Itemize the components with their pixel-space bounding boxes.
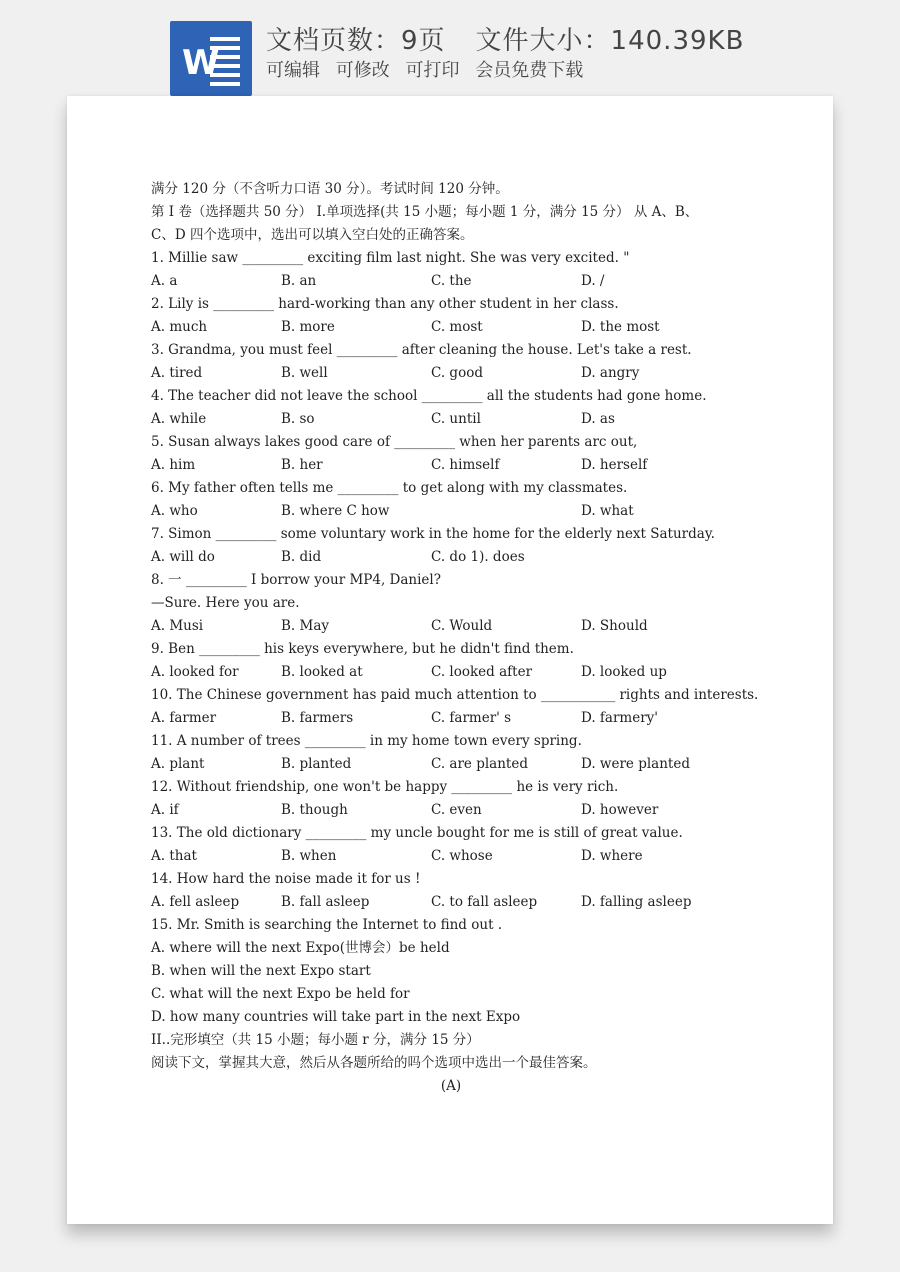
header-banner: [0, 0, 900, 100]
question-15: 15. Mr. Smith is searching the Internet to find out .: [151, 917, 503, 933]
document-page: [67, 96, 833, 1224]
instructions-line: 第 I 卷（选择题共 50 分） I.单项选择(共 15 小题；每小题 1 分，满分 15 分） 从 A、B、: [151, 204, 699, 220]
answer-option: D. Should: [581, 618, 648, 634]
answer-option: B. her: [281, 457, 323, 473]
answer-option: D. were planted: [581, 756, 690, 772]
answer-option: A. Musi: [151, 618, 204, 634]
answer-option: B. planted: [281, 756, 352, 772]
question-line: 11. A number of trees _________ in my home town every spring.: [151, 733, 582, 749]
question-line: 14. How hard the noise made it for us !: [151, 871, 421, 887]
answer-option: C. himself: [431, 457, 500, 473]
document-content: [151, 178, 759, 1098]
question-line: —Sure. Here you are.: [151, 595, 300, 611]
options-row: [151, 270, 751, 293]
option-line: D. how many countries will take part in the next Expo: [151, 1009, 521, 1025]
options-row: [151, 845, 751, 868]
question-line: 7. Simon _________ some voluntary work in the home for the elderly next Saturday.: [151, 526, 715, 542]
answer-option: C. are planted: [431, 756, 528, 772]
answer-option: A. much: [151, 319, 208, 335]
feature-list: [266, 56, 583, 82]
question-line: 5. Susan always lakes good care of _________ when her parents arc out,: [151, 434, 638, 450]
question-line: 10. The Chinese government has paid much attention to ___________ rights and interests.: [151, 687, 759, 703]
answer-option: C. Would: [431, 618, 493, 634]
answer-option: D. what: [581, 503, 634, 519]
answer-option: A. farmer: [151, 710, 217, 726]
answer-option: B. though: [281, 802, 348, 818]
answer-option: D. farmery': [581, 710, 659, 726]
answer-option: B. an: [281, 273, 317, 289]
options-row: [151, 799, 751, 822]
answer-option: C. farmer' s: [431, 710, 512, 726]
answer-option: D. the most: [581, 319, 660, 335]
option-line: B. when will the next Expo start: [151, 963, 371, 979]
answer-option: B. more: [281, 319, 335, 335]
options-row: [151, 615, 751, 638]
answer-option: C. most: [431, 319, 483, 335]
passage-label: (A): [440, 1078, 462, 1094]
answer-option: A. him: [151, 457, 196, 473]
answer-option: C. the: [431, 273, 472, 289]
option-line: C. what will the next Expo be held for: [151, 986, 410, 1002]
answer-option: C. whose: [431, 848, 493, 864]
answer-option: B. farmers: [281, 710, 354, 726]
question-line: 13. The old dictionary _________ my uncle bought for me is still of great value.: [151, 825, 683, 841]
answer-option: B. where C how: [281, 503, 390, 519]
options-row: [151, 546, 751, 569]
answer-option: B. did: [281, 549, 322, 565]
question-line: 4. The teacher did not leave the school _________ all the students had gone home.: [151, 388, 707, 404]
answer-option: A. a: [151, 273, 178, 289]
options-row: [151, 753, 751, 776]
answer-option: A. who: [151, 503, 198, 519]
question-line: 2. Lily is _________ hard-working than any other student in her class.: [151, 296, 619, 312]
answer-option: A. if: [151, 802, 179, 818]
options-row: [151, 661, 751, 684]
question-line: 1. Millie saw _________ exciting film last night. She was very excited. ": [151, 250, 630, 266]
answer-option: B. fall asleep: [281, 894, 370, 910]
question-line: 9. Ben _________ his keys everywhere, but he didn't find them.: [151, 641, 574, 657]
feature-printable: 可打印: [405, 60, 460, 81]
answer-option: C. do 1). does: [431, 549, 525, 565]
question-line: 3. Grandma, you must feel _________ after cleaning the house. Let's take a rest.: [151, 342, 692, 358]
answer-option: A. tired: [151, 365, 203, 381]
answer-option: C. good: [431, 365, 483, 381]
answer-option: D. where: [581, 848, 643, 864]
question-line: 8. 一 _________ I borrow your MP4, Daniel?: [151, 572, 441, 588]
answer-option: C. even: [431, 802, 482, 818]
answer-option: B. when: [281, 848, 337, 864]
feature-free-download: 会员免费下载: [475, 60, 584, 81]
answer-option: D. however: [581, 802, 659, 818]
section-instructions: 阅读下文，掌握其大意，然后从各题所给的吗个选项中选出一个最佳答案。: [151, 1055, 597, 1071]
page-count: 文档页数：9页: [266, 26, 446, 56]
answer-option: A. looked for: [151, 664, 239, 680]
options-row: [151, 891, 751, 914]
answer-option: A. fell asleep: [151, 894, 240, 910]
answer-option: C. to fall asleep: [431, 894, 538, 910]
file-info-title: [266, 20, 744, 57]
answer-option: A. while: [151, 411, 207, 427]
options-row: [151, 454, 751, 477]
answer-option: C. until: [431, 411, 481, 427]
file-size: 文件大小：140.39KB: [475, 26, 745, 56]
answer-option: D. angry: [581, 365, 640, 381]
answer-option: D. falling asleep: [581, 894, 692, 910]
answer-option: B. well: [281, 365, 328, 381]
feature-editable: 可编辑: [266, 60, 320, 81]
answer-option: C. looked after: [431, 664, 533, 680]
intro-line: 满分 120 分（不含听力口语 30 分）。考试时间 120 分钟。: [151, 181, 509, 197]
answer-option: B. so: [281, 411, 315, 427]
options-row: [151, 707, 751, 730]
option-line: A. where will the next Expo(世博会）be held: [151, 940, 450, 956]
question-line: 12. Without friendship, one won't be happy _________ he is very rich.: [151, 779, 619, 795]
answer-option: A. will do: [151, 549, 215, 565]
options-row: [151, 362, 751, 385]
answer-option: B. looked at: [281, 664, 363, 680]
answer-option: D. looked up: [581, 664, 667, 680]
answer-option: D. /: [581, 273, 605, 289]
answer-option: A. plant: [151, 756, 205, 772]
options-row: [151, 500, 751, 523]
question-line: 6. My father often tells me _________ to get along with my classmates.: [151, 480, 628, 496]
answer-option: D. herself: [581, 457, 648, 473]
instructions-line: C、D 四个选项中，选出可以填入空白处的正确答案。: [151, 227, 474, 243]
word-document-icon: W: [170, 21, 252, 96]
answer-option: D. as: [581, 411, 615, 427]
section-heading: II..完形填空（共 15 小题；每小题 r 分，满分 15 分）: [151, 1032, 480, 1048]
feature-modifiable: 可修改: [335, 60, 390, 81]
options-row: [151, 408, 751, 431]
options-row: [151, 316, 751, 339]
answer-option: A. that: [151, 848, 197, 864]
answer-option: B. May: [281, 618, 330, 634]
